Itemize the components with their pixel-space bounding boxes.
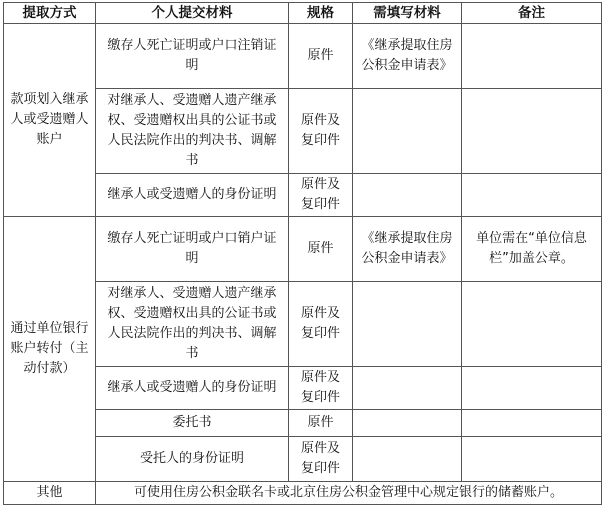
form-cell — [353, 88, 462, 173]
form-cell — [353, 281, 462, 366]
header-row — [4, 3, 602, 24]
table-row — [4, 24, 602, 89]
header-specification: 规格 — [289, 3, 353, 24]
method-cell-account-transfer: 款项划入继承人或受遗赠人账户 — [4, 24, 96, 217]
note-cell — [462, 173, 602, 216]
method-cell-unit-bank-transfer: 通过单位银行账户转付（主动付款） — [4, 216, 96, 481]
spec-cell: 原件及复印件 — [289, 366, 353, 409]
form-cell: 《继承提取住房公积金申请表》 — [353, 24, 462, 89]
spec-cell: 原件及复印件 — [289, 88, 353, 173]
material-cell: 受托人的身份证明 — [96, 437, 289, 481]
note-cell — [462, 437, 602, 481]
note-cell: 单位需在“单位信息栏”加盖公章。 — [462, 216, 602, 281]
form-cell — [353, 437, 462, 481]
spec-cell: 原件 — [289, 216, 353, 281]
other-label: 其他 — [4, 481, 96, 504]
form-cell: 《继承提取住房公积金申请表》 — [353, 216, 462, 281]
spec-cell: 原件及复印件 — [289, 437, 353, 481]
form-cell — [353, 409, 462, 436]
note-cell — [462, 24, 602, 89]
form-cell — [353, 173, 462, 216]
material-cell: 继承人或受遗赠人的身份证明 — [96, 366, 289, 409]
material-cell: 继承人或受遗赠人的身份证明 — [96, 173, 289, 216]
spec-cell: 原件及复印件 — [289, 281, 353, 366]
note-cell — [462, 88, 602, 173]
spec-cell: 原件 — [289, 24, 353, 89]
header-personal-materials: 个人提交材料 — [96, 3, 289, 24]
material-cell: 缴存人死亡证明或户口注销证明 — [96, 24, 289, 89]
header-extraction-method: 提取方式 — [4, 3, 96, 24]
spec-cell: 原件及复印件 — [289, 173, 353, 216]
note-cell — [462, 409, 602, 436]
note-cell — [462, 366, 602, 409]
spec-cell: 原件 — [289, 409, 353, 436]
material-cell: 对继承人、受遗赠人遗产继承权、受遗赠权出具的公证书或人民法院作出的判决书、调解书 — [96, 281, 289, 366]
extraction-requirements-table — [3, 2, 602, 505]
material-cell: 委托书 — [96, 409, 289, 436]
material-cell: 缴存人死亡证明或户口销户证明 — [96, 216, 289, 281]
header-forms-to-fill: 需填写材料 — [353, 3, 462, 24]
other-text: 可使用住房公积金联名卡或北京住房公积金管理中心规定银行的储蓄账户。 — [96, 481, 602, 504]
material-cell: 对继承人、受遗赠人遗产继承权、受遗赠权出具的公证书或人民法院作出的判决书、调解书 — [96, 88, 289, 173]
form-cell — [353, 366, 462, 409]
note-cell — [462, 281, 602, 366]
table-row-other — [4, 481, 602, 504]
table-row — [4, 216, 602, 281]
header-remarks: 备注 — [462, 3, 602, 24]
